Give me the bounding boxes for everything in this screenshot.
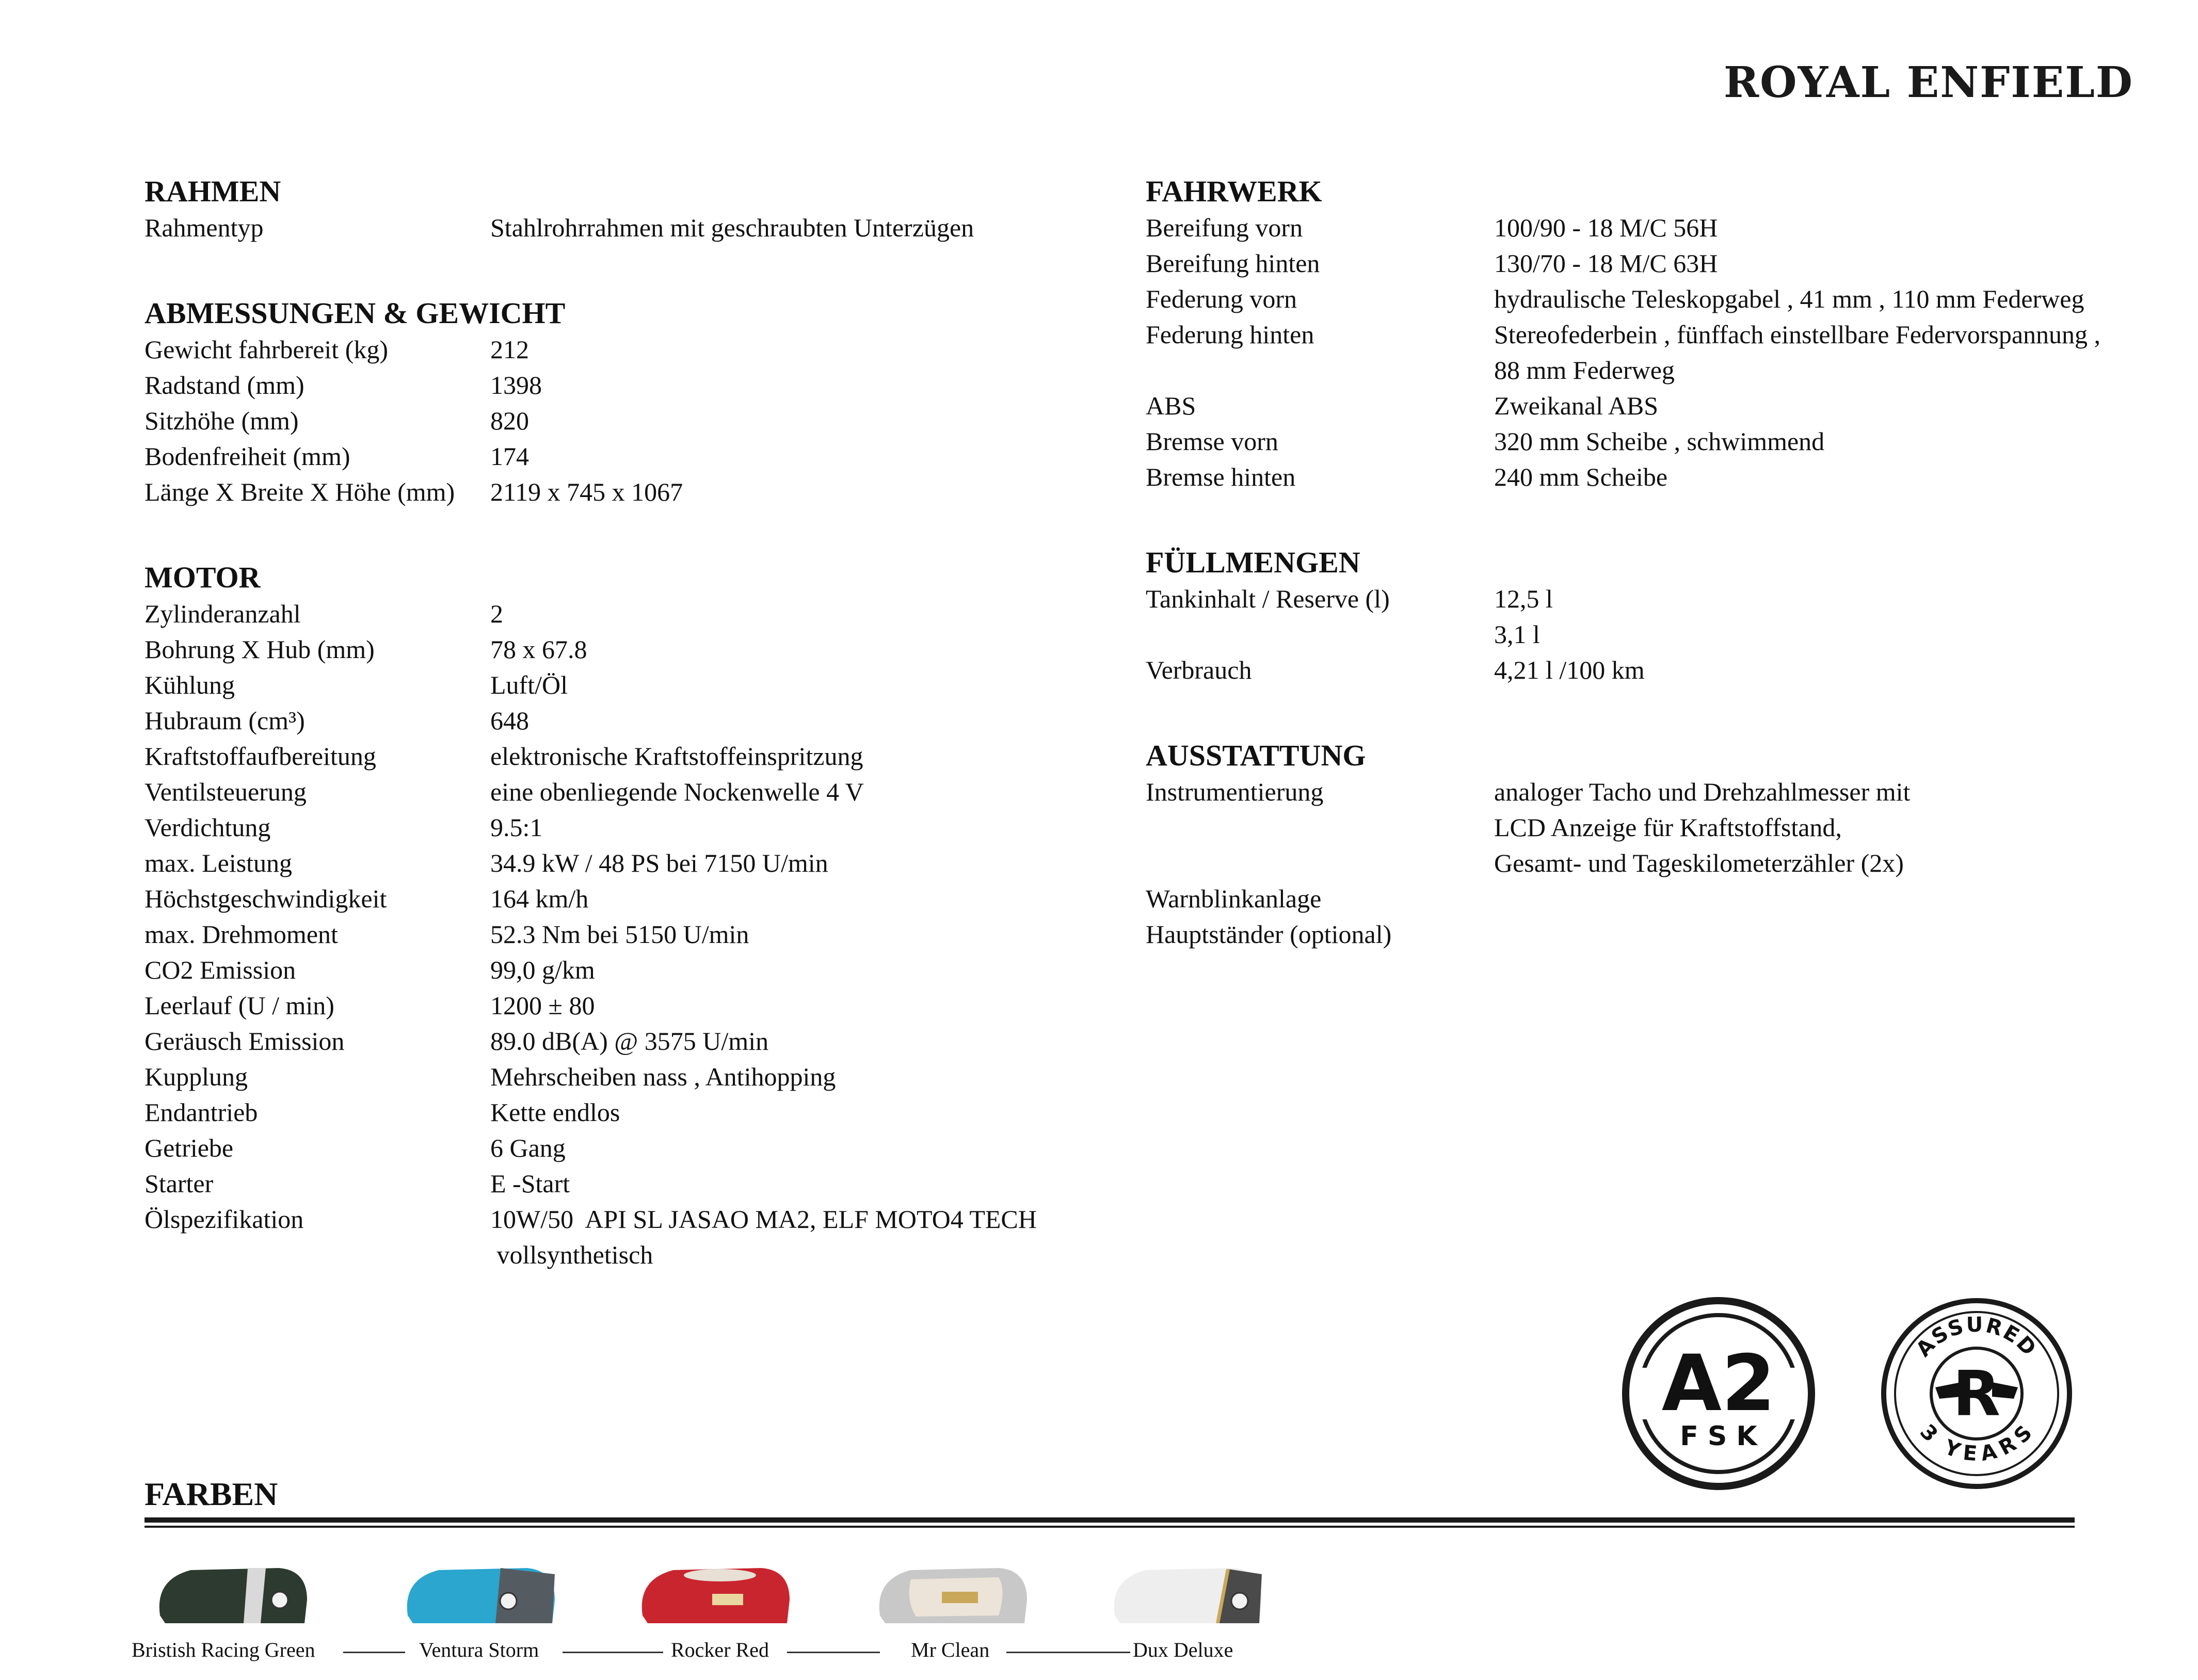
spec-label: Bremse hinten <box>1146 462 1296 491</box>
spec-row <box>145 881 1125 917</box>
spec-value: 130/70 - 18 M/C 63H <box>1494 249 1718 278</box>
spec-label: Bereifung hinten <box>1146 249 1320 278</box>
spec-value: Mehrscheiben nass , Antihopping <box>490 1062 836 1091</box>
spec-row <box>145 1023 1125 1059</box>
spec-row <box>145 810 1125 845</box>
spec-row <box>1146 246 2168 281</box>
spec-row <box>1146 459 2168 495</box>
spec-value: Zweikanal ABS <box>1494 391 1659 420</box>
spec-label: Federung hinten <box>1146 320 1314 349</box>
spec-value: 820 <box>490 406 529 435</box>
section-fuellmengen <box>1146 544 2168 688</box>
color-label: Ventura Storm <box>419 1638 539 1661</box>
spec-value: 88 mm Federweg <box>1494 356 1675 385</box>
color-label: Dux Deluxe <box>1133 1638 1233 1661</box>
spec-value: E -Start <box>490 1169 570 1198</box>
spec-label: CO2 Emission <box>145 955 296 984</box>
spec-row <box>145 667 1125 703</box>
spec-label: Kühlung <box>145 670 235 699</box>
spec-label: Verbrauch <box>1146 655 1252 684</box>
spec-row <box>145 332 1125 367</box>
spec-label: Ölspezifikation <box>145 1205 304 1234</box>
spec-row <box>1146 281 2168 317</box>
spec-value: 320 mm Scheibe , schwimmend <box>1494 427 1825 456</box>
spec-value: Stereofederbein , fünffach einstellbare Federvorspannung , <box>1494 320 2101 349</box>
spec-value: Kette endlos <box>490 1098 620 1127</box>
a2-license-badge-icon <box>1621 1295 1817 1492</box>
spec-value: analoger Tacho und Drehzahlmesser mit <box>1494 777 1911 806</box>
spec-label: max. Leistung <box>145 849 293 877</box>
a2-badge-sub: F S K <box>1680 1421 1757 1452</box>
tank-stripe <box>684 1569 756 1581</box>
spec-row <box>1146 317 2168 353</box>
spec-value: hydraulische Teleskopgabel , 41 mm , 110 mm Federweg <box>1494 284 2084 313</box>
section-title: FÜLLMENGEN <box>1146 546 1360 579</box>
spec-row <box>145 774 1125 810</box>
spec-value: 9.5:1 <box>490 813 543 842</box>
spec-value: Luft/Öl <box>490 670 568 699</box>
assured-3-years-badge-icon <box>1879 1295 2075 1492</box>
spec-value: Stahlrohrrahmen mit geschraubten Unterzügen <box>490 213 974 242</box>
spec-row <box>145 703 1125 739</box>
brand-logo: ROYAL ENFIELD <box>1724 58 2133 107</box>
color-connector <box>1006 1652 1130 1653</box>
spec-row <box>145 739 1125 774</box>
farben-divider <box>145 1517 2075 1523</box>
spec-label: Tankinhalt / Reserve (l) <box>1146 584 1390 613</box>
spec-row <box>145 367 1125 403</box>
spec-label <box>1146 845 1494 881</box>
spec-value: LCD Anzeige für Kraftstoffstand, <box>1494 813 1842 842</box>
spec-row <box>145 632 1125 667</box>
spec-row <box>1146 388 2168 424</box>
assured-badge-top: ASSURED <box>1911 1313 2042 1362</box>
tank-swatch-4[interactable] <box>870 1559 1035 1631</box>
spec-row <box>145 917 1125 952</box>
spec-label: Kraftstoffaufbereitung <box>145 742 376 771</box>
color-label: Mr Clean <box>911 1638 990 1661</box>
section-motor <box>145 559 1125 1273</box>
farben-title: FARBEN <box>145 1476 278 1512</box>
spec-row <box>1146 424 2168 459</box>
spec-row <box>1146 581 2168 617</box>
spec-label: Ventilsteuerung <box>145 777 307 806</box>
spec-row <box>145 1130 1125 1166</box>
spec-value: 6 Gang <box>490 1133 566 1162</box>
spec-label: Verdichtung <box>145 813 271 842</box>
spec-label: Bohrung X Hub (mm) <box>145 635 375 664</box>
spec-label: ABS <box>1146 391 1196 420</box>
specs-left-column <box>145 173 1125 1322</box>
spec-value <box>1494 917 2168 952</box>
spec-label: max. Drehmoment <box>145 920 338 949</box>
spec-row <box>145 439 1125 474</box>
spec-value: 2 <box>490 599 503 628</box>
spec-label: Kupplung <box>145 1062 248 1091</box>
spec-row <box>1146 652 2168 688</box>
spec-label: Instrumentierung <box>1146 777 1324 806</box>
section-abmessungen <box>145 295 1125 510</box>
farben-divider-thin <box>145 1526 2075 1528</box>
spec-value: 78 x 67.8 <box>490 635 587 664</box>
spec-row <box>145 1095 1125 1130</box>
spec-row <box>1146 881 2168 917</box>
spec-label: Höchstgeschwindigkeit <box>145 884 387 913</box>
svg-text:ASSURED <box>1912 1313 2042 1362</box>
spec-value: 240 mm Scheibe <box>1494 462 1668 491</box>
spec-label <box>145 1237 490 1273</box>
spec-value: 174 <box>490 442 529 471</box>
color-label: Bristish Racing Green <box>132 1638 315 1661</box>
section-ausstattung <box>1146 737 2168 952</box>
spec-row <box>145 403 1125 439</box>
spec-value: 52.3 Nm bei 5150 U/min <box>490 920 749 949</box>
spec-row <box>1146 917 2168 952</box>
tank-swatch-3[interactable] <box>632 1559 797 1631</box>
spec-value: 89.0 dB(A) @ 3575 U/min <box>490 1027 769 1055</box>
tank-cap <box>500 1593 517 1609</box>
spec-label: Gewicht fahrbereit (kg) <box>145 335 388 364</box>
spec-value: eine obenliegende Nockenwelle 4 V <box>490 777 864 806</box>
spec-row <box>145 1237 1125 1273</box>
spec-label <box>1146 617 1494 652</box>
spec-label: Bodenfreiheit (mm) <box>145 442 350 471</box>
spec-value: 648 <box>490 706 529 735</box>
spec-value <box>1494 881 2168 917</box>
spec-row <box>145 474 1125 510</box>
spec-row <box>1146 810 2168 845</box>
tank-badge <box>942 1592 978 1603</box>
spec-label: Warnblinkanlage <box>1146 884 1322 913</box>
assured-badge-bottom: 3 YEARS <box>1915 1419 2038 1466</box>
tank-swatch-5[interactable] <box>1104 1559 1270 1631</box>
spec-label: Hauptständer (optional) <box>1146 920 1392 949</box>
spec-value: elektronische Kraftstoffeinspritzung <box>490 742 863 771</box>
spec-row <box>145 845 1125 881</box>
spec-value: 1398 <box>490 371 542 399</box>
color-label: Rocker Red <box>671 1638 769 1661</box>
section-fahrwerk <box>1146 173 2168 495</box>
spec-label <box>1146 810 1494 845</box>
color-connector <box>787 1652 880 1653</box>
tank-badge <box>712 1594 743 1605</box>
color-connector <box>343 1652 405 1653</box>
spec-value: 99,0 g/km <box>490 955 595 984</box>
tank-swatch-1[interactable] <box>150 1559 315 1631</box>
section-title: AUSSTATTUNG <box>1146 739 1366 772</box>
section-title: RAHMEN <box>145 174 281 208</box>
tank-cap <box>271 1592 288 1608</box>
spec-row <box>1146 353 2168 388</box>
spec-value: 12,5 l <box>1494 584 1553 613</box>
spec-value: Gesamt- und Tageskilometerzähler (2x) <box>1494 849 1904 877</box>
tank-cap <box>1231 1593 1248 1609</box>
spec-label: Federung vorn <box>1146 284 1297 313</box>
spec-value: 10W/50 API SL JASAO MA2, ELF MOTO4 TECH <box>490 1205 1037 1234</box>
spec-row <box>1146 617 2168 652</box>
spec-row <box>145 1059 1125 1095</box>
section-title: ABMESSUNGEN & GEWICHT <box>145 296 566 330</box>
spec-row <box>145 1166 1125 1202</box>
spec-label: Geräusch Emission <box>145 1027 345 1055</box>
color-connector <box>563 1652 663 1653</box>
specs-right-column <box>1146 173 2168 1001</box>
section-rahmen <box>145 173 1125 246</box>
spec-row <box>1146 774 2168 810</box>
section-title: FAHRWERK <box>1146 174 1322 208</box>
spec-value: 3,1 l <box>1494 620 1540 649</box>
section-title: MOTOR <box>145 561 261 594</box>
spec-label: Radstand (mm) <box>145 371 304 399</box>
spec-value: 4,21 l /100 km <box>1494 655 1645 684</box>
spec-row <box>145 596 1125 632</box>
spec-label: Leerlauf (U / min) <box>145 991 334 1020</box>
spec-value: 2119 x 745 x 1067 <box>490 477 683 506</box>
spec-row <box>145 1202 1125 1237</box>
spec-row <box>1146 210 2168 246</box>
spec-value: 212 <box>490 335 529 364</box>
spec-label: Bremse vorn <box>1146 427 1278 456</box>
spec-row <box>145 210 1125 246</box>
spec-row <box>145 952 1125 988</box>
assured-badge-letter: R <box>1952 1358 2001 1430</box>
spec-value: 1200 ± 80 <box>490 991 595 1020</box>
spec-label: Getriebe <box>145 1133 234 1162</box>
spec-value: vollsynthetisch <box>490 1240 653 1269</box>
spec-row <box>1146 845 2168 881</box>
spec-label <box>1146 353 1494 388</box>
spec-value: 34.9 kW / 48 PS bei 7150 U/min <box>490 849 828 877</box>
spec-label: Endantrieb <box>145 1098 258 1127</box>
spec-label: Sitzhöhe (mm) <box>145 406 299 435</box>
spec-value: 164 km/h <box>490 884 589 913</box>
a2-badge-main: A2 <box>1661 1339 1776 1429</box>
spec-row <box>145 988 1125 1023</box>
spec-value: 100/90 - 18 M/C 56H <box>1494 213 1718 242</box>
spec-label: Hubraum (cm³) <box>145 706 305 735</box>
tank-swatch-2[interactable] <box>397 1559 563 1631</box>
spec-label: Bereifung vorn <box>1146 213 1303 242</box>
spec-label: Länge X Breite X Höhe (mm) <box>145 477 455 506</box>
spec-label: Rahmentyp <box>145 213 264 242</box>
spec-label: Zylinderanzahl <box>145 599 301 628</box>
spec-label: Starter <box>145 1169 214 1198</box>
